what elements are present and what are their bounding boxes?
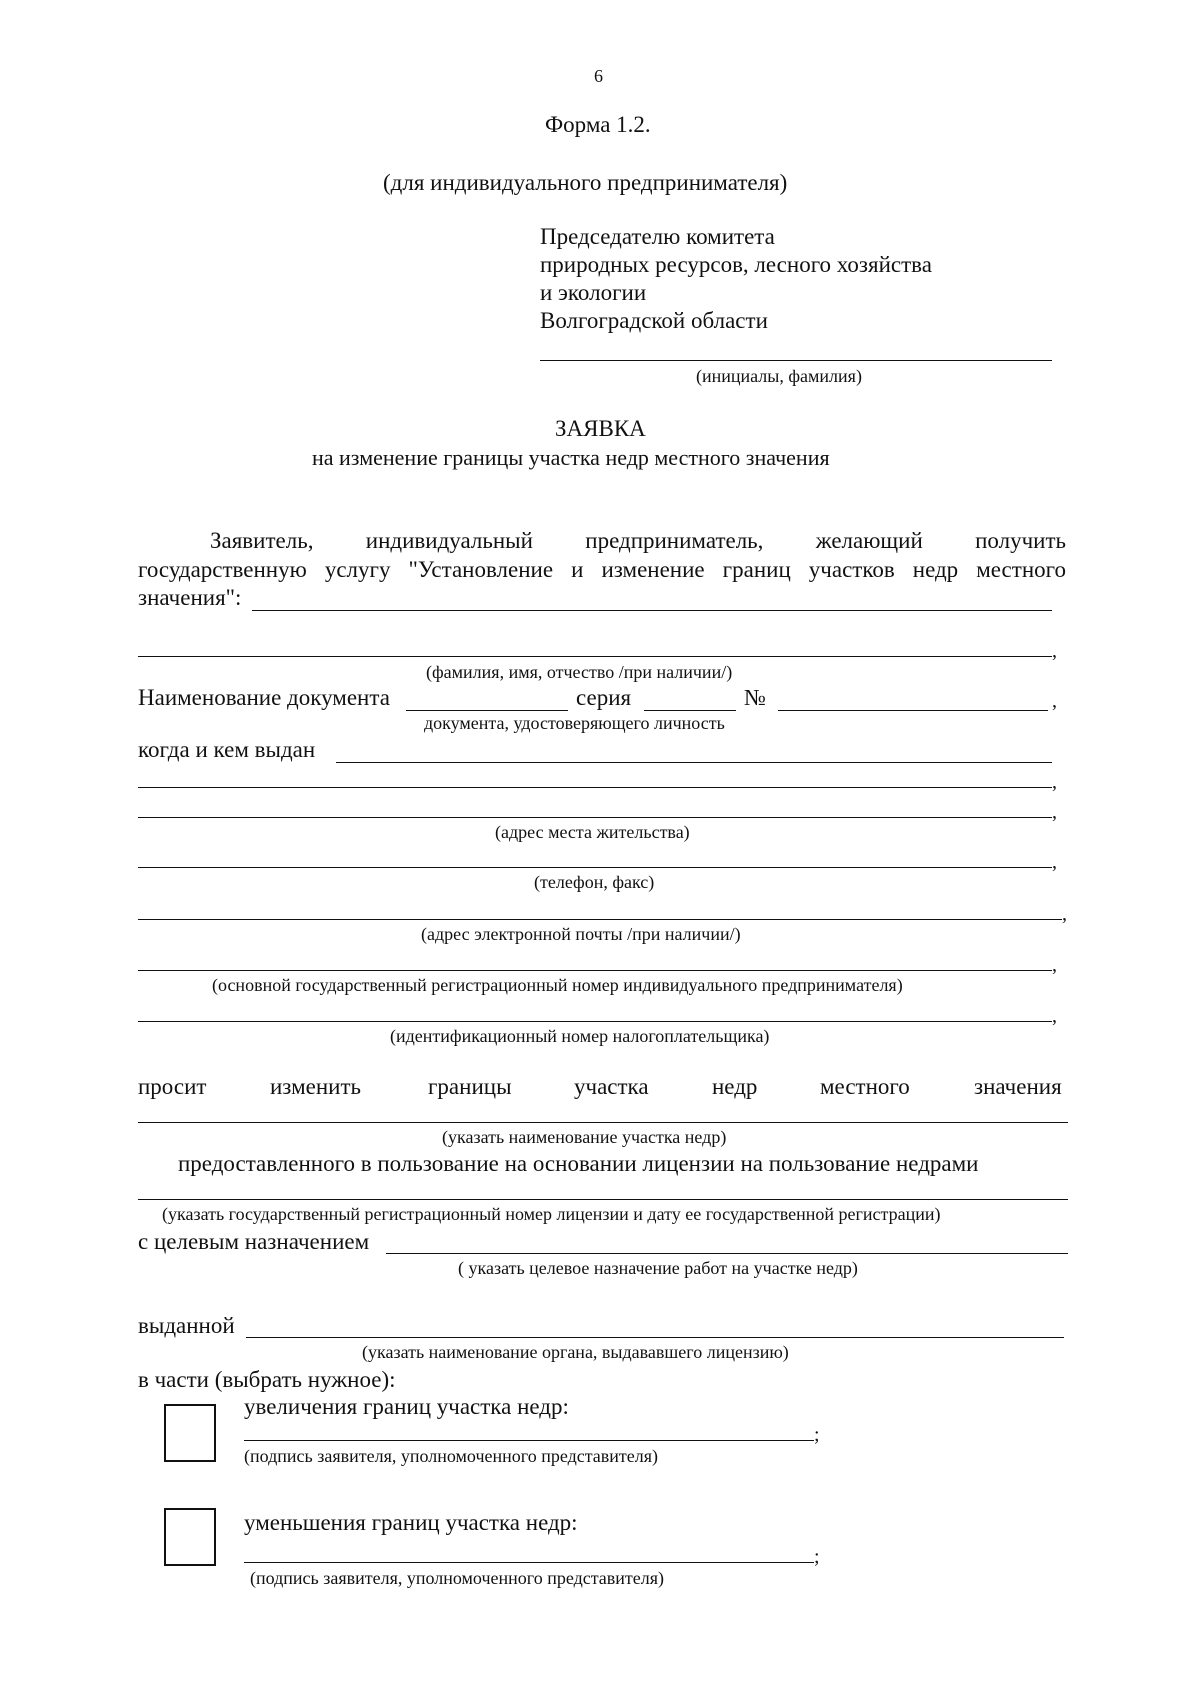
issued-field[interactable]	[336, 762, 1052, 763]
addressee-line-2: природных ресурсов, лесного хозяйства	[540, 252, 932, 277]
address-field-1[interactable]	[138, 787, 1052, 788]
inn-field[interactable]	[138, 1021, 1052, 1022]
choice-intro: в части (выбрать нужное):	[138, 1367, 396, 1392]
request-word-7: значения	[974, 1074, 1062, 1099]
series-label: серия	[576, 685, 632, 710]
increase-signature-caption: (подпись заявителя, уполномоченного представителя)	[244, 1446, 659, 1466]
series-field[interactable]	[644, 710, 736, 711]
fio-field[interactable]	[138, 656, 1052, 657]
email-comma: ,	[1062, 903, 1067, 925]
intro-line-1: Заявитель, индивидуальный предприниматель, желающий получить	[210, 528, 1066, 553]
doc-comma: ,	[1052, 690, 1057, 712]
request-word-4: участка	[574, 1074, 649, 1099]
increase-signature-field[interactable]	[244, 1440, 814, 1441]
address-field-2[interactable]	[138, 817, 1052, 818]
request-word-2: изменить	[270, 1074, 361, 1099]
fio-caption: (фамилия, имя, отчество /при наличии/)	[426, 662, 733, 682]
request-word-3: границы	[428, 1074, 512, 1099]
request-word-1: просит	[138, 1074, 207, 1099]
form-label: Форма 1.2.	[545, 112, 651, 137]
service-field[interactable]	[252, 610, 1052, 611]
ogrnip-caption: (основной государственный регистрационный номер индивидуального предпринимателя)	[212, 975, 903, 995]
site-name-field[interactable]	[138, 1122, 1068, 1123]
increase-semicolon: ;	[814, 1424, 820, 1446]
email-field[interactable]	[138, 919, 1062, 920]
decrease-option-label: уменьшения границ участка недр:	[244, 1510, 578, 1535]
license-reg-field[interactable]	[138, 1199, 1068, 1200]
page-subtitle: на изменение границы участка недр местного значения	[312, 445, 830, 470]
site-name-caption: (указать наименование участка недр)	[442, 1127, 727, 1147]
issuer-caption: (указать наименование органа, выдававшего лицензию)	[362, 1342, 789, 1362]
intro-line-3: значения":	[138, 585, 242, 610]
inn-comma: ,	[1052, 1005, 1057, 1027]
addressee-line-4: Волгоградской области	[540, 308, 768, 333]
intro-line-2: государственную услугу "Установление и изменение границ участков недр местного	[138, 557, 1066, 582]
addressee-name-field[interactable]	[540, 360, 1052, 361]
doc-identity-caption: документа, удостоверяющего личность	[424, 713, 725, 733]
form-subtitle: (для индивидуального предпринимателя)	[383, 170, 788, 195]
number-label: №	[744, 685, 766, 710]
decrease-checkbox[interactable]	[164, 1508, 216, 1566]
number-field[interactable]	[778, 710, 1048, 711]
license-basis-text: предоставленного в пользование на основании лицензии на пользование недрами	[178, 1151, 979, 1176]
license-reg-caption: (указать государственный регистрационный номер лицензии и дату ее государственной регистрации)	[162, 1204, 941, 1224]
request-word-6: местного	[820, 1074, 910, 1099]
purpose-field[interactable]	[386, 1253, 1068, 1254]
page-number: 6	[594, 66, 603, 86]
doc-name-field[interactable]	[406, 710, 568, 711]
issued-label: когда и кем выдан	[138, 737, 316, 762]
addressee-line-3: и экологии	[540, 280, 647, 305]
ogrnip-comma: ,	[1052, 954, 1057, 976]
address-comma-2: ,	[1052, 801, 1057, 823]
inn-caption: (идентификационный номер налогоплательщика)	[390, 1026, 770, 1046]
email-caption: (адрес электронной почты /при наличии/)	[421, 924, 741, 944]
request-word-5: недр	[712, 1074, 758, 1099]
decrease-signature-caption: (подпись заявителя, уполномоченного представителя)	[250, 1568, 665, 1588]
phone-comma: ,	[1052, 851, 1057, 873]
fio-comma: ,	[1052, 640, 1057, 662]
address-comma-1: ,	[1052, 771, 1057, 793]
increase-option-label: увеличения границ участка недр:	[244, 1394, 569, 1419]
decrease-signature-field[interactable]	[244, 1562, 814, 1563]
decrease-semicolon: ;	[814, 1546, 820, 1568]
page-title: ЗАЯВКА	[555, 416, 646, 441]
phone-field[interactable]	[138, 867, 1052, 868]
addressee-line-1: Председателю комитета	[540, 224, 775, 249]
ogrnip-field[interactable]	[138, 970, 1052, 971]
increase-checkbox[interactable]	[164, 1404, 216, 1462]
issued-by-label: выданной	[138, 1313, 235, 1338]
doc-name-label: Наименование документа	[138, 685, 390, 710]
purpose-caption: ( указать целевое назначение работ на участке недр)	[458, 1258, 858, 1278]
address-caption: (адрес места жительства)	[495, 822, 690, 842]
issued-by-field[interactable]	[246, 1337, 1064, 1338]
phone-caption: (телефон, факс)	[534, 872, 655, 892]
purpose-label: с целевым назначением	[138, 1229, 370, 1254]
addressee-caption: (инициалы, фамилия)	[696, 366, 862, 386]
